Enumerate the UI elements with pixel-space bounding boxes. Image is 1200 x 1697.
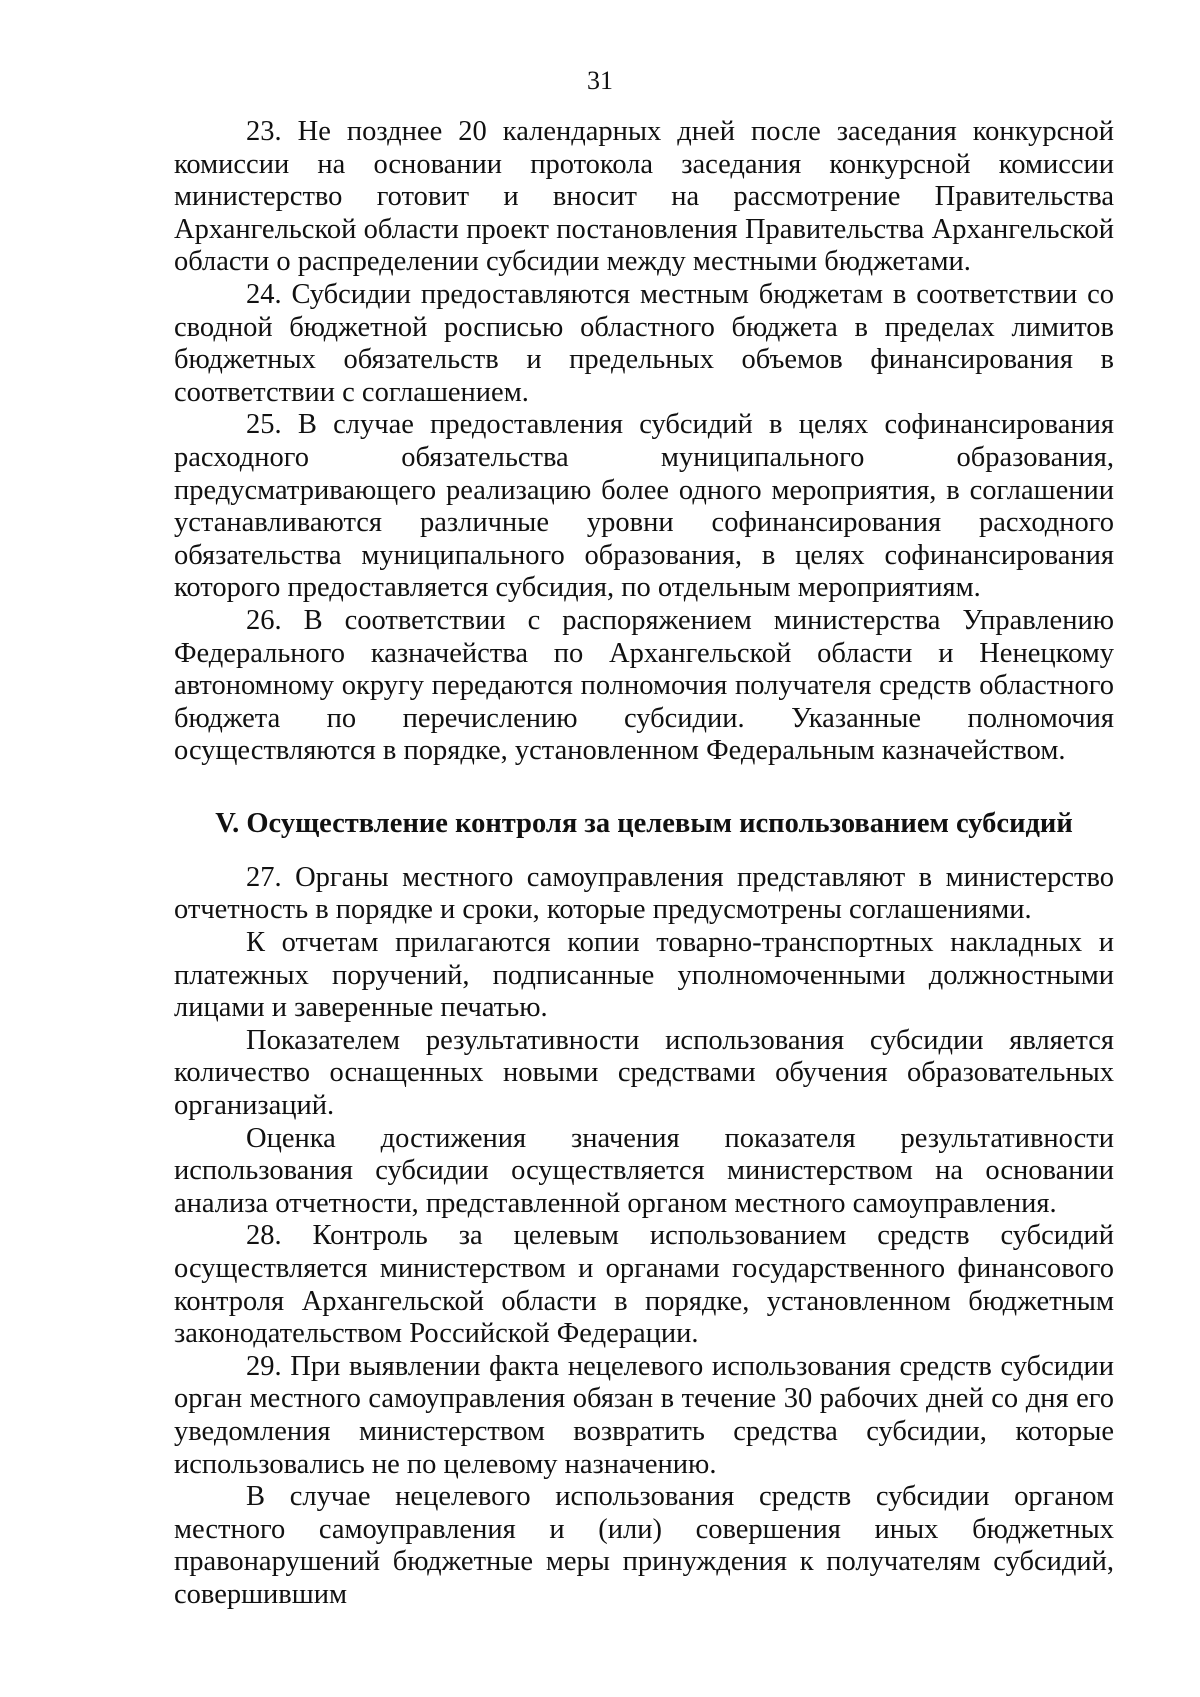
paragraph-misuse-measures: В случае нецелевого использования средств субсидии органом местного самоуправления и (или) совершения иных бюджетных правонарушений бюджетные меры принуждения к получателям субсидий, совершившим: [174, 1481, 1114, 1610]
page-number: 31: [587, 66, 613, 95]
paragraph-24: 24. Субсидии предоставляются местным бюджетам в соответствии со сводной бюджетной росписью областного бюджета в пределах лимитов бюджетных обязательств и предельных объемов финансирования в соответствии с соглашением.: [174, 278, 1114, 408]
paragraph-indicator-assessment: Оценка достижения значения показателя результативности использования субсидии осуществляется министерством на основании анализа отчетности, представленной органом местного самоуправления.: [174, 1122, 1114, 1219]
document-body: [174, 116, 1114, 1612]
paragraph-26: 26. В соответствии с распоряжением министерства Управлению Федерального казначейства по Архангельской области и Ненецкому автономному округу передаются полномочия получателя средств областного бюджета по перечислению субсидии. Указанные полномочия осуществляются в порядке, установленном Федеральным казначейством.: [174, 604, 1114, 767]
paragraph-reports-attachments: К отчетам прилагаются копии товарно-транспортных накладных и платежных поручений, подписанные уполномоченными должностными лицами и заверенные печатью.: [174, 927, 1114, 1024]
paragraph-25: 25. В случае предоставления субсидий в целях софинансирования расходного обязательства муниципального образования, предусматривающего реализацию более одного мероприятия, в соглашении устанавливаются различные уровни софинансирования расходного обязательства муниципального образования, в целях софинансирования которого предоставляется субсидия, по отдельным мероприятиям.: [174, 409, 1114, 604]
section-heading: V. Осуществление контроля за целевым использованием субсидий: [215, 807, 1073, 839]
paragraph-performance-indicator: Показателем результативности использования субсидии является количество оснащенных новыми средствами обучения образовательных организаций.: [174, 1024, 1114, 1122]
paragraph-27: 27. Органы местного самоуправления представляют в министерство отчетность в порядке и сроки, которые предусмотрены соглашениями.: [174, 861, 1114, 926]
paragraph-28: 28. Контроль за целевым использованием средств субсидий осуществляется министерством и органами государственного финансового контроля Архангельской области в порядке, установленном бюджетным законодательством Российской Федерации.: [174, 1220, 1114, 1350]
paragraph-29: 29. При выявлении факта нецелевого использования средств субсидии орган местного самоуправления обязан в течение 30 рабочих дней со дня его уведомления министерством возвратить средства субсидии, которые использовались не по целевому назначению.: [174, 1350, 1114, 1480]
paragraph-23: 23. Не позднее 20 календарных дней после заседания конкурсной комиссии на основании протокола заседания конкурсной комиссии министерство готовит и вносит на рассмотрение Правительства Архангельской области проект постановления Правительства Архангельской области о распределении субсидии между местными бюджетами.: [174, 116, 1114, 278]
